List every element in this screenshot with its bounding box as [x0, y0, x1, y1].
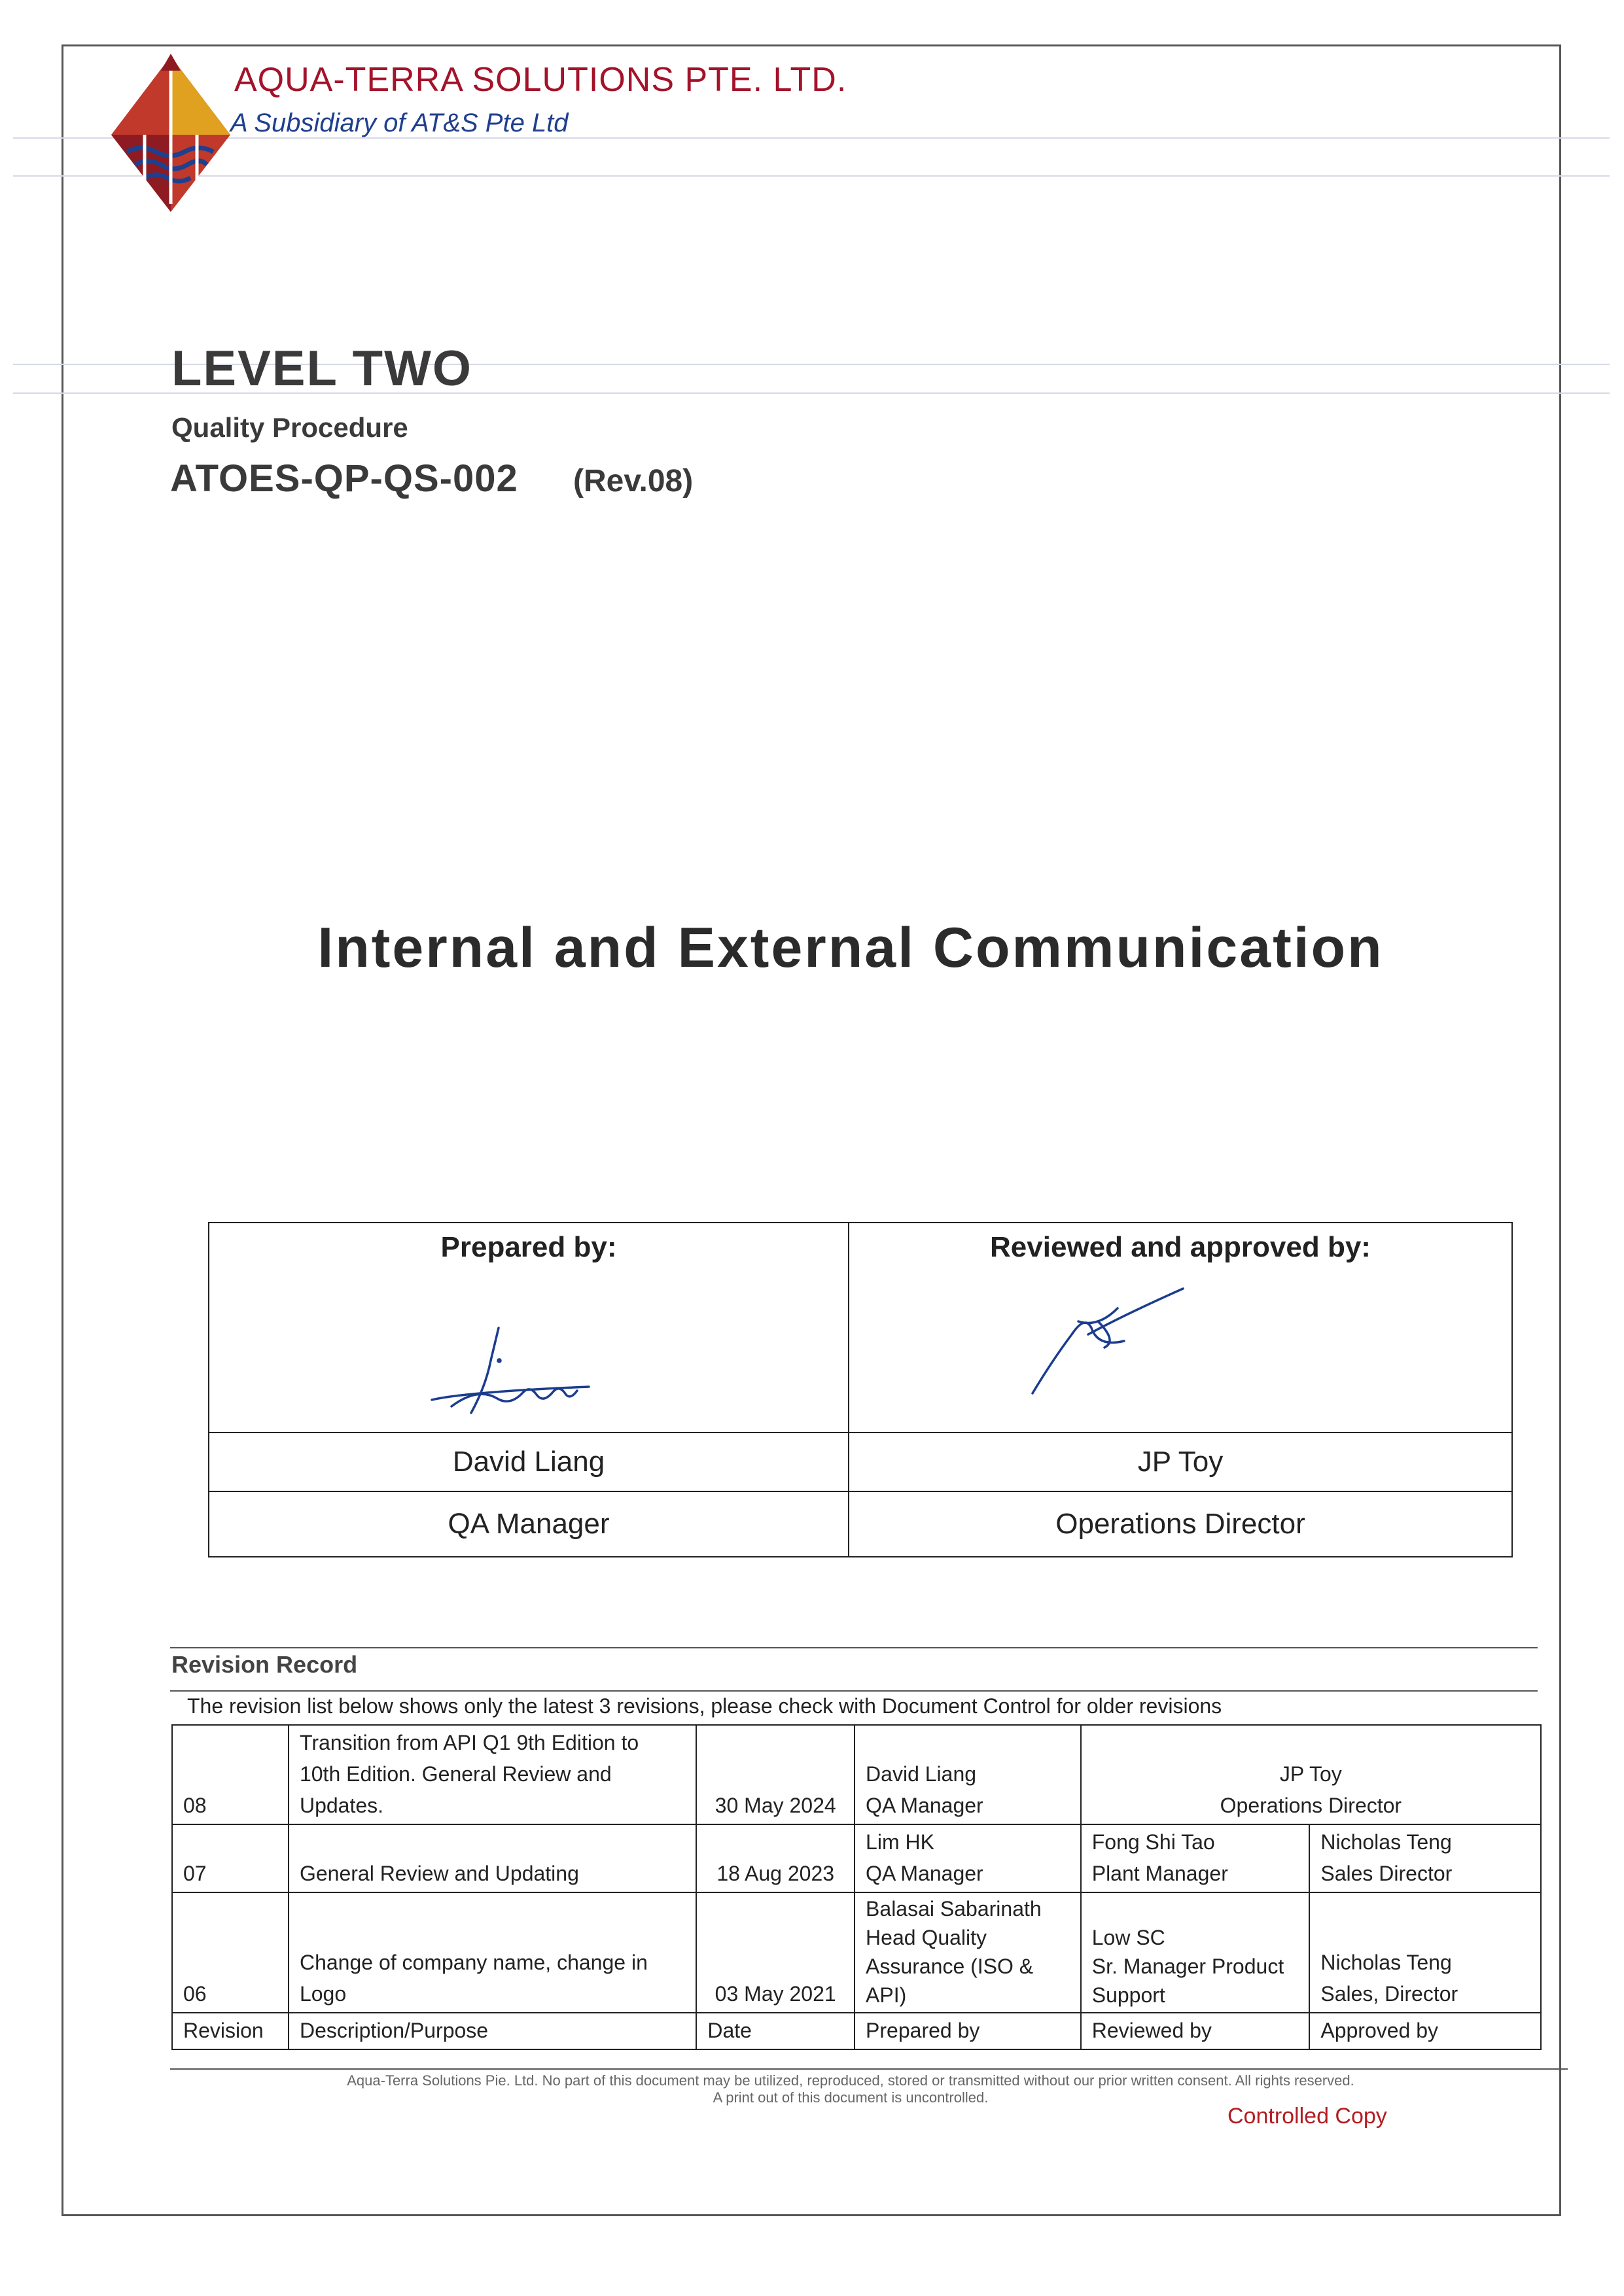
revision-reviewed-by — [1081, 1892, 1310, 2013]
revision-record-top-rule — [170, 1647, 1538, 1648]
description-line: 10th Edition. General Review and — [299, 1762, 612, 1786]
revision-prepared-by — [855, 1824, 1081, 1892]
reviewer-name: JP Toy — [1279, 1762, 1342, 1786]
footer-copyright: Aqua-Terra Solutions Pie. Ltd. No part of this document may be utilized, reproduced, stored or transmitted without our prior written consent. All rights reserved. — [347, 2072, 1354, 2089]
table-row — [172, 1725, 1541, 1824]
approver-name: Nicholas Teng — [1320, 1951, 1452, 1974]
prepared-name: David Liang — [866, 1762, 977, 1786]
approval-table — [208, 1222, 1513, 1557]
reviewed-by-name: JP Toy — [849, 1433, 1512, 1491]
revision-date: 30 May 2024 — [696, 1725, 855, 1824]
revision-number: 08 — [172, 1725, 289, 1824]
reviewer-name: Fong Shi Tao — [1091, 1830, 1215, 1854]
description-line: General Review and Updating — [299, 1862, 579, 1885]
signature-david-liang — [425, 1321, 595, 1426]
footer-uncontrolled-notice: A print out of this document is uncontrolled. — [713, 2089, 989, 2106]
scan-line — [13, 175, 1610, 177]
table-row — [172, 1824, 1541, 1892]
reviewer-name: Low SC — [1091, 1926, 1165, 1949]
revision-record-note: The revision list below shows only the latest 3 revisions, please check with Document Control for older revisions — [187, 1694, 1222, 1718]
prepared-title: QA Manager — [866, 1794, 983, 1817]
document-type: Quality Procedure — [171, 412, 408, 443]
description-line: Logo — [299, 1982, 347, 2006]
revision-date: 03 May 2021 — [696, 1892, 855, 2013]
header-prepared: Prepared by — [855, 2013, 1081, 2049]
revision-approved-by — [1309, 1824, 1541, 1892]
prepared-title: Head Quality — [866, 1926, 987, 1949]
document-level: LEVEL TWO — [171, 341, 472, 396]
revision-description — [289, 1725, 696, 1824]
revision-prepared-by — [855, 1892, 1081, 2013]
prepared-by-cell — [209, 1223, 849, 1433]
approver-title: Sales, Director — [1320, 1982, 1458, 2006]
header-description: Description/Purpose — [289, 2013, 696, 2049]
table-row — [172, 1892, 1541, 2013]
prepared-title: Assurance (ISO & — [866, 1955, 1034, 1978]
prepared-by-name: David Liang — [209, 1433, 849, 1491]
table-header-row — [172, 2013, 1541, 2049]
company-logo-icon — [109, 54, 233, 215]
approver-name: Nicholas Teng — [1320, 1830, 1452, 1854]
header-reviewed: Reviewed by — [1081, 2013, 1310, 2049]
reviewed-by-title: Operations Director — [849, 1491, 1512, 1557]
revision-description — [289, 1824, 696, 1892]
reviewer-title: Plant Manager — [1091, 1862, 1228, 1885]
revision-reviewed-by — [1081, 1824, 1310, 1892]
reviewer-title: Operations Director — [1220, 1794, 1402, 1817]
prepared-by-title: QA Manager — [209, 1491, 849, 1557]
revision-number: 06 — [172, 1892, 289, 2013]
header-revision: Revision — [172, 2013, 289, 2049]
reviewed-by-cell — [849, 1223, 1512, 1433]
document-title: Internal and External Communication — [317, 916, 1384, 979]
company-name: AQUA-TERRA SOLUTIONS PTE. LTD. — [234, 61, 847, 99]
description-line: Transition from API Q1 9th Edition to — [299, 1731, 639, 1754]
revision-description — [289, 1892, 696, 2013]
company-subsidiary: A Subsidiary of AT&S Pte Ltd — [230, 109, 569, 137]
reviewer-title: Sr. Manager Product — [1091, 1955, 1284, 1978]
prepared-title: API) — [866, 1983, 907, 2007]
header-date: Date — [696, 2013, 855, 2049]
prepared-title: QA Manager — [866, 1862, 983, 1885]
reviewer-title: Support — [1091, 1983, 1165, 2007]
revision-table — [171, 1724, 1542, 2050]
description-line: Change of company name, change in — [299, 1951, 648, 1974]
revision-number: 07 — [172, 1824, 289, 1892]
document-number: ATOES-QP-QS-002 — [170, 457, 518, 500]
document-revision: (Rev.08) — [573, 464, 694, 498]
controlled-copy-stamp: Controlled Copy — [1227, 2104, 1387, 2129]
revision-prepared-by — [855, 1725, 1081, 1824]
revision-record-mid-rule — [170, 1690, 1538, 1692]
revision-reviewed-approved-by — [1081, 1725, 1541, 1824]
prepared-name: Balasai Sabarinath — [866, 1897, 1042, 1921]
header-approved: Approved by — [1309, 2013, 1541, 2049]
description-line: Updates. — [299, 1794, 384, 1817]
prepared-by-label: Prepared by: — [440, 1231, 617, 1263]
prepared-name: Lim HK — [866, 1830, 934, 1854]
footer-rule — [170, 2068, 1568, 2070]
revision-date: 18 Aug 2023 — [696, 1824, 855, 1892]
approver-title: Sales Director — [1320, 1862, 1453, 1885]
reviewed-by-label: Reviewed and approved by: — [990, 1231, 1371, 1263]
revision-approved-by — [1309, 1892, 1541, 2013]
signature-jp-toy — [1026, 1282, 1196, 1400]
revision-record-title: Revision Record — [171, 1651, 358, 1678]
